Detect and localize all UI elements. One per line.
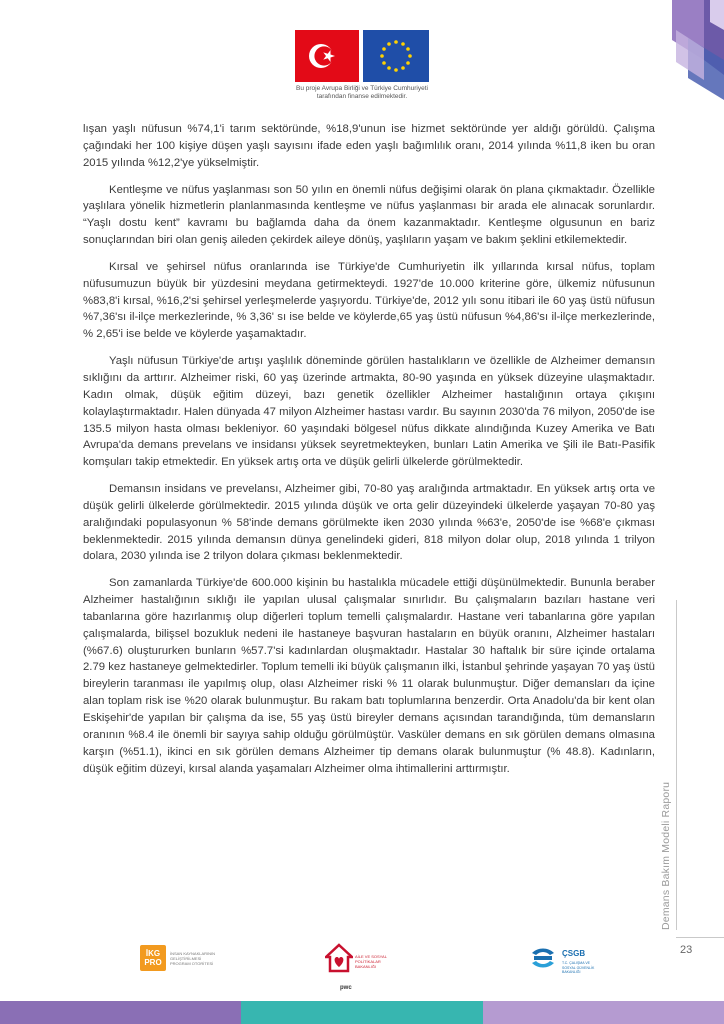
sidebar-divider xyxy=(676,600,677,930)
corner-decoration-icon xyxy=(614,0,724,110)
page-number: 23 xyxy=(680,944,693,956)
pwc-logo: pwc xyxy=(340,985,352,991)
csgb-emblem-icon xyxy=(528,945,558,971)
funding-line-2: tarafından finanse edilmektedir. xyxy=(316,93,408,100)
csgb-logo-subtext: T.C. ÇALIŞMA VE SOSYAL GÜVENLİK BAKANLIĞI xyxy=(562,961,595,974)
ikg-logo-text: İNSAN KAYNAKLARININ GELİŞTİRİLMESİ PROGRAM OTORİTESİ xyxy=(170,951,216,966)
ikg-logo-line-1: İKG xyxy=(145,949,161,958)
csgb-logo xyxy=(528,943,608,979)
page-number-divider xyxy=(676,937,724,938)
paragraph-6: Son zamanlarda Türkiye'de 600.000 kişinin bu hastalıkla mücadele ettiği düşünülmektedir. Bununla beraber Alzheimer hastalığının sıklığı ile yapılan ulusal çalışmalar sınırlıdır. Bu çalışmaların bazıları hastane veri tabanlarına göre hazırlanmış olup diğerleri toplum temelli çalışmalardır. Hastane veri tabanlarına göre yapılan çalışmalarda, bilişsel bozukluk nedeni ile hastaneye başvuran hastaların en büyük oranını, Alzheimer hastaları (%67.6) oluştururken bunların %57.7'si kadınlardan oluşmaktadır. Hastalar 30 haftalık bir süre içinde ortalama 2.79 kez hastaneye gelmektedirler. Toplum temelli iki büyük çalışmanın ilki, İstanbul şehrinde yaşayan 70 yaş üstü bireylerin taranması ile yapılmış olup, olası Alzheimer riski % 11 olarak bulunmuştur. Diğer demansları da içine alan toplam risk ise %20 olarak bulunmuştur. Bu rakam batı toplumlarına benzerdir. Orta Anadolu'da bir kent olan Eskişehir'de yapılan bir çalışma da ise, 55 yaş üstü bireyler demans açısından tarandığında, tüm demansların oranının %8.4 ile önemli bir sayıya sahip olduğu görülmüştür. Vasküler demans en sık görülen demans olmasına karşın (%51.1), ikinci en sık görülen demans Alzheimer tip demans olarak bulunmuştur (% 48.8). Kadınların, düşük eğitim düzeyi, kırsal alanda yaşamaları Alzheimer olma ihtimallerini arttırmıştır. xyxy=(83,577,655,775)
aile-bakanligi-logo xyxy=(325,939,405,989)
funding-statement xyxy=(262,85,462,101)
house-heart-icon xyxy=(325,943,353,973)
footer-logos xyxy=(0,935,676,995)
main-content xyxy=(83,121,655,787)
funding-flags xyxy=(295,30,429,82)
paragraph-3: Kırsal ve şehirsel nüfus oranlarında ise Türkiye'de Cumhuriyetin ilk yıllarında kırsal nüfus, toplam nüfusumuzun büyük bir yüzdesini meydana getirmekteydi. 1927'de 10.000 kriterine göre, ülkemiz nüfusunun %83,8'i kırsal, %16,2'si şehirsel yerleşmelerde yaşıyordu. Türkiye'de, 2012 yılı sonu itibari ile 60 yaş üstü nüfusun %7,36'sı il-ilçe merkezlerinde, % 3,36' sı ise belde ve köylerde,65 yaş üstü nüfusun %4,86'sı il-ilçe merkezlerinde, % 2,65'i ise belde ve köylerde yaşamaktadır. xyxy=(83,260,655,341)
paragraph-1: lışan yaşlı nüfusun %74,1'i tarım sektöründe, %18,9'unun ise hizmet sektöründe yer aldığı görüldü. Çalışma çağındaki her 100 kişiye düşen yaşlı sayısını ifade eden yaşlı bağımlılık oranı, 2014 yılında %11,8 iken bu oran 2015 yılında %12,2'ye yükselmiştir. xyxy=(83,123,655,169)
bottom-bar-lilac xyxy=(483,1001,724,1024)
aile-logo-text: AİLE VE SOSYAL POLİTİKALAR BAKANLIĞI xyxy=(355,954,387,969)
bottom-color-bar xyxy=(0,1001,724,1024)
paragraph-4: Yaşlı nüfusun Türkiye'de artışı yaşlılık döneminde görülen hastalıkların ve özellikle de Alzheimer demansın sıklığını da arttırır. Alzheimer riski, 60 yaş üzerinde artmakta, 80-90 yaşında en yüksek düzeyine ulaşmaktadır. Kadın olmak, düşük eğitim düzeyi, bazı genetik özellikler Alzheimer hastalığının ortaya çıkışını kolaylaştırmaktadır. Halen dünyada 47 milyon Alzheimer hastası vardır. Bu sayının 2030'da 76 milyon, 2050'de ise 135.5 milyon hasta olması bekleniyor. 60 yaşındaki bölgesel nüfus dikkate alındığında Kuzey Amerika ve Batı Avrupa'da demans prevelans ve insidansı yüksek seyretmekteyken, bunları Latin Amerika ve Şili ile Batı-Pasifik komşuları takip etmektedir. En yüksek artış orta ve düşük gelirli ülkelerde görülmektedir. xyxy=(83,355,655,469)
ikg-pro-logo xyxy=(140,945,220,975)
report-title: Demans Bakım Modeli Raporu xyxy=(660,781,672,930)
ikg-logo-line-2: PRO xyxy=(144,958,162,967)
eu-flag-icon xyxy=(363,30,429,82)
bottom-bar-purple xyxy=(0,1001,241,1024)
funding-line-1: Bu proje Avrupa Birliği ve Türkiye Cumhuriyeti xyxy=(296,85,428,92)
ikg-logo-icon xyxy=(140,945,166,971)
csgb-logo-text: ÇSGB xyxy=(562,949,586,958)
paragraph-5: Demansın insidans ve prevelansı, Alzheimer gibi, 70-80 yaş aralığında artmaktadır. En yüksek artış orta ve düşük gelirli ülkelerde görülmektedir. 2015 yılında düşük ve orta gelir düzeyindeki ülkelerde yaşayan 70-80 yaş aralığındaki populasyonun % 58'inde demans görülmekte iken 2030 yılında %63'e, 2050'de ise %68'e çıkması beklenmektedir. 2015 yılında demansın dünya genelindeki gideri, 818 milyon dolar olup, 2018 yılında 1 trilyon dolara, 2030 yılında ise 2 trilyon dolara çıkması beklenmektedir. xyxy=(83,483,655,563)
bottom-bar-teal xyxy=(241,1001,483,1024)
turkey-flag-icon xyxy=(295,30,359,82)
paragraph-2: Kentleşme ve nüfus yaşlanması son 50 yılın en önemli nüfus değişimi olarak ön plana çıkmaktadır. Özellikle yaşlılara yönelik hizmetlerin planlanmasında kentleşme ve nüfus yaşlanması bir arada ele alınacak sorunlardır. “Yaşlı dostu kent” kavramı bu bağlamda daha da önem kazanmaktadır. Kentleşme olgusunun en bariz sonuçlarından biri olan geniş aileden çekirdek aileye dönüş, yaşlıların yaşam ve bakım şeklini etkilemektedir. xyxy=(83,183,655,247)
